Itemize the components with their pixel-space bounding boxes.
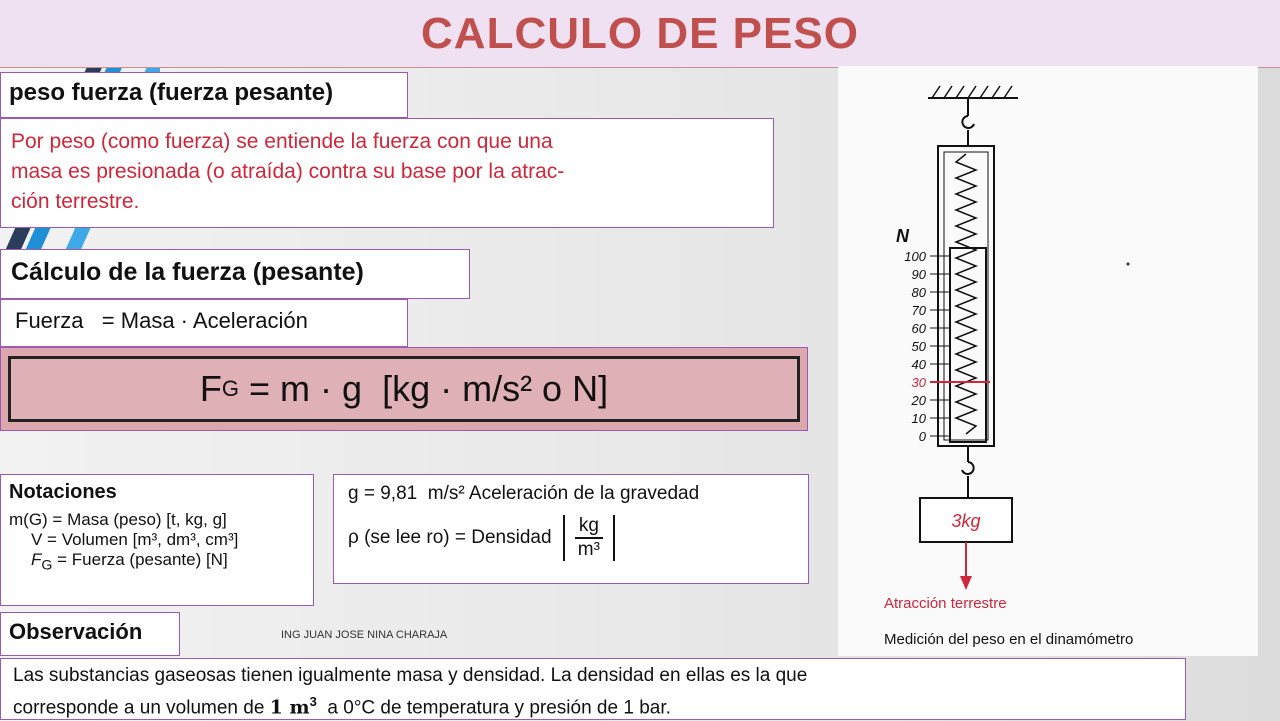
formula-frame [8, 356, 800, 422]
caption: Medición del peso en el dinamómetro [884, 631, 1134, 648]
notations-box [0, 474, 314, 606]
notation-item [9, 550, 305, 573]
scale-label: 0 [918, 429, 926, 444]
definition-line: Por peso (como fuerza) se entiende la fuerza con que una [11, 130, 553, 153]
density-unit-denominator: m³ [577, 539, 600, 560]
observation-line [13, 689, 1173, 721]
dynamometer-illustration [838, 66, 1258, 656]
notation-item: V = Volumen [m³, dm³, cm³] [31, 530, 239, 549]
observation-line: Las substancias gaseosas tienen igualmente masa y densidad. La densidad en ellas es la que [13, 665, 808, 686]
density-text: ρ (se lee ro) = Densidad [348, 527, 552, 549]
formula-symbol: F [199, 368, 222, 409]
hook-top [962, 116, 974, 128]
observation-text: corresponde a un volumen de [13, 697, 270, 719]
hook-bottom [962, 462, 974, 474]
unit-label: N [896, 226, 909, 246]
section-heading-calculation [0, 249, 470, 299]
density-unit [563, 515, 615, 561]
gravity-arrow-head [960, 576, 972, 590]
page-title: CALCULO DE PESO [421, 9, 859, 58]
section-heading-weight [0, 72, 408, 118]
scale-label: 90 [911, 267, 926, 282]
section-heading-text: peso fuerza (fuerza pesante) [9, 79, 334, 106]
scale-label: 20 [911, 393, 926, 408]
definition-line: masa es presionada (o atraída) contra su base por la atrac- [11, 160, 565, 183]
section-heading-text: Cálculo de la fuerza (pesante) [11, 258, 364, 286]
scale-label: 50 [911, 339, 926, 354]
spring [956, 154, 976, 434]
observation-heading: Observación [9, 619, 143, 644]
word-formula-box [0, 299, 408, 347]
gravity-line: g = 9,81 m/s² Aceleración de la gravedad [348, 483, 700, 504]
scale-label: 70 [911, 303, 926, 318]
observation-volume: 1 m [269, 696, 310, 719]
speckle [1127, 263, 1130, 266]
dynamometer-diagram [838, 66, 1258, 656]
definition-box [0, 118, 774, 228]
scale-label: 100 [904, 249, 926, 264]
word-formula: Fuerza = Masa · Aceleración [15, 308, 308, 333]
density-unit-numerator: kg [575, 515, 603, 539]
notation-subscript: G [41, 557, 53, 574]
formula-box [0, 347, 808, 431]
scale-label: 10 [911, 411, 926, 426]
density-line [348, 515, 794, 561]
notation-item: m(G) = Masa (peso) [t, kg, g] [9, 510, 227, 529]
definition-line: ción terrestre. [11, 190, 140, 213]
formula-expression: = m · g [kg · m/s² o N] [239, 368, 609, 409]
observation-text: a 0°C de temperatura y presión de 1 bar. [316, 697, 671, 719]
scale-label: 30 [911, 375, 926, 390]
scale-group [904, 249, 990, 444]
observation-heading-box [0, 612, 180, 656]
scale-label: 60 [911, 321, 926, 336]
mass-label: 3kg [951, 511, 981, 531]
title-bar [0, 0, 1280, 68]
constants-box [333, 474, 809, 584]
notation-symbol: F [31, 550, 42, 569]
ceiling-hatch [932, 86, 1012, 98]
observation-box [0, 658, 1186, 720]
formula-subscript: G [221, 376, 240, 401]
notations-heading: Notaciones [9, 481, 117, 503]
scale-label: 80 [911, 285, 926, 300]
observation-exponent: 3 [309, 694, 317, 709]
scale-label: 40 [911, 357, 926, 372]
author-footer: ING JUAN JOSE NINA CHARAJA [281, 629, 448, 641]
notation-text: = Fuerza (pesante) [N] [52, 550, 228, 569]
arrow-label: Atracción terrestre [884, 595, 1007, 612]
